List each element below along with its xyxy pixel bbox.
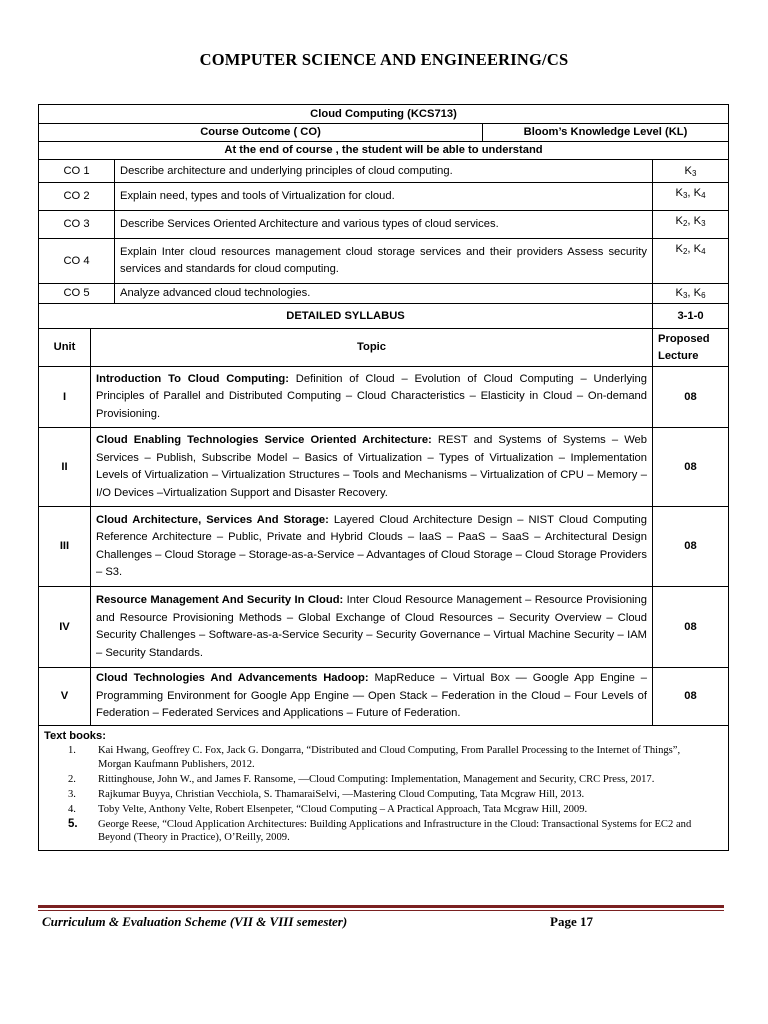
textbook-text: George Reese, “Cloud Application Architectures: Building Applications and Infrastructure in the Cloud: Transactional Systems for EC2 and Beyond (Theory in Practice), O’Reilly, 2009. — [98, 818, 692, 843]
detailed-syllabus-header: DETAILED SYLLABUS — [39, 304, 653, 329]
textbook-item — [44, 744, 723, 771]
textbook-item — [44, 803, 723, 817]
unit-topic-title: Resource Management And Security In Cloud: — [96, 594, 344, 606]
co-description: Analyze advanced cloud technologies. — [115, 284, 653, 304]
textbook-text: Rittinghouse, John W., and James F. Ransome, —Cloud Computing: Implementation, Management and Security, CRC Press, 2017. — [98, 773, 655, 785]
unit-topic-body: Definition of Cloud – Evolution of Cloud Computing – Underlying Principles of Parallel and Distributed Computing – Cloud Characteristics – Elasticity in Cloud – On-demand Provisioning. — [96, 372, 647, 420]
unit-lectures: 08 — [653, 587, 729, 668]
blooms-level-header: Bloom’s Knowledge Level (KL) — [483, 124, 729, 142]
unit-topic-title: Cloud Technologies And Advancements Hadoop: — [96, 672, 369, 685]
textbook-number: 5. — [68, 817, 78, 830]
co-knowledge-level: $K_3$, $K_4$ — [653, 183, 729, 211]
co-knowledge-level: $K_3$ — [653, 160, 729, 183]
co-knowledge-level: $K_2$, $K_3$ — [653, 211, 729, 239]
textbook-text: Kai Hwang, Geoffrey C. Fox, Jack G. Dongarra, “Distributed and Cloud Computing, From Parallel Processing to the Internet of Things”, Morgan Kaufmann Publishers, 2012. — [98, 745, 681, 770]
textbook-number: 2. — [68, 773, 76, 785]
co-description: Explain Inter cloud resources management cloud storage services and their providers Assess security services and standards for cloud computing. — [115, 239, 653, 284]
textbook-number: 4. — [68, 803, 76, 815]
unit-topic-body: Inter Cloud Resource Management – Resource Provisioning and Resource Provisioning Methods – Global Exchange of Cloud Resources – Security Overview – Cloud Security Challenges – Software-as-a-Service Security – Security Governance – Virtual Machine Security – IAM – Security Standards. — [96, 594, 647, 659]
co-code: CO 2 — [39, 183, 115, 211]
unit-topic — [91, 507, 653, 587]
unit-row — [39, 367, 729, 428]
page-title: COMPUTER SCIENCE AND ENGINEERING/CS — [199, 50, 569, 69]
textbook-number: 3. — [68, 788, 76, 800]
unit-column-header: Unit — [39, 329, 91, 367]
unit-lectures: 08 — [653, 668, 729, 726]
unit-topic — [91, 668, 653, 726]
course-intro: At the end of course , the student will be able to understand — [39, 142, 729, 160]
unit-topic — [91, 587, 653, 668]
unit-lectures: 08 — [653, 367, 729, 428]
unit-row — [39, 507, 729, 587]
unit-number: I — [39, 367, 91, 428]
ltp-value: 3-1-0 — [653, 304, 729, 329]
co-code: CO 5 — [39, 284, 115, 304]
textbook-item — [44, 773, 723, 787]
unit-topic-title: Cloud Enabling Technologies Service Oriented Architecture: — [96, 434, 432, 446]
co-knowledge-level: $K_2$, $K_4$ — [653, 239, 729, 284]
unit-topic-title: Cloud Architecture, Services And Storage: — [96, 513, 329, 526]
textbook-item — [44, 818, 723, 845]
footer-divider — [38, 905, 724, 908]
unit-lectures: 08 — [653, 428, 729, 507]
co-description: Describe Services Oriented Architecture and various types of cloud services. — [115, 211, 653, 239]
co-row — [39, 160, 729, 183]
unit-topic-title: Introduction To Cloud Computing: — [96, 372, 289, 385]
unit-topic — [91, 428, 653, 507]
unit-number: III — [39, 507, 91, 587]
footer-page-number: Page 17 — [550, 914, 593, 929]
unit-row — [39, 428, 729, 507]
unit-number: IV — [39, 587, 91, 668]
unit-row — [39, 587, 729, 668]
co-row — [39, 211, 729, 239]
co-row — [39, 284, 729, 304]
textbooks-header: Text books: — [44, 730, 106, 742]
co-row — [39, 183, 729, 211]
textbook-number: 1. — [68, 745, 76, 756]
textbooks-list — [44, 744, 723, 845]
syllabus-table — [38, 104, 729, 851]
course-title: Cloud Computing (KCS713) — [39, 105, 729, 124]
co-code: CO 1 — [39, 160, 115, 183]
unit-topic — [91, 367, 653, 428]
co-description: Describe architecture and underlying principles of cloud computing. — [115, 160, 653, 183]
co-description: Explain need, types and tools of Virtualization for cloud. — [115, 183, 653, 211]
co-knowledge-level: $K_3$, $K_6$ — [653, 284, 729, 304]
unit-topic-body: MapReduce – Virtual Box — Google App Engine – Programming Environment for Google App Engine — Open Stack – Federation in the Cloud – Four Levels of Federation – Federated Services and Applications – Future of Federation. — [96, 672, 647, 720]
unit-topic-body: REST and Systems of Systems – Web Services – Publish, Subscribe Model – Basics of Virtualization – Types of Virtualization – Implementation Levels of Virtualization – Virtualization Structures – Tools and Mechanisms – Virtualization of CPU – Memory – I/O Devices –Virtualization Support and Disaster Recovery. — [96, 434, 647, 499]
textbooks-section — [39, 726, 729, 851]
course-outcome-header: Course Outcome ( CO) — [39, 124, 483, 142]
textbook-text: Rajkumar Buyya, Christian Vecchiola, S. ThamaraiSelvi, —Mastering Cloud Computing, Tata Mcgraw Hill, 2013. — [98, 788, 585, 800]
lecture-column-header: Proposed Lecture — [653, 329, 729, 367]
unit-lectures: 08 — [653, 507, 729, 587]
footer-divider-thin — [38, 910, 724, 911]
unit-number: II — [39, 428, 91, 507]
co-row — [39, 239, 729, 284]
unit-number: V — [39, 668, 91, 726]
footer-curriculum-label: Curriculum & Evaluation Scheme (VII & VIII semester) — [42, 914, 348, 929]
textbook-text: Toby Velte, Anthony Velte, Robert Elsenpeter, “Cloud Computing – A Practical Approach, Tata Mcgraw Hill, 2009. — [98, 803, 588, 815]
textbook-item — [44, 788, 723, 802]
unit-row — [39, 668, 729, 726]
co-code: CO 4 — [39, 239, 115, 284]
topic-column-header: Topic — [91, 329, 653, 367]
unit-topic-body: Layered Cloud Architecture Design – NIST Cloud Computing Reference Architecture – Public, Private and Hybrid Clouds – laaS – PaaS – SaaS – Architectural Design Challenges – Cloud Storage – Storage-as-a-Service – Advantages of Cloud Storage – Cloud Storage Providers – S3. — [96, 513, 647, 578]
co-code: CO 3 — [39, 211, 115, 239]
